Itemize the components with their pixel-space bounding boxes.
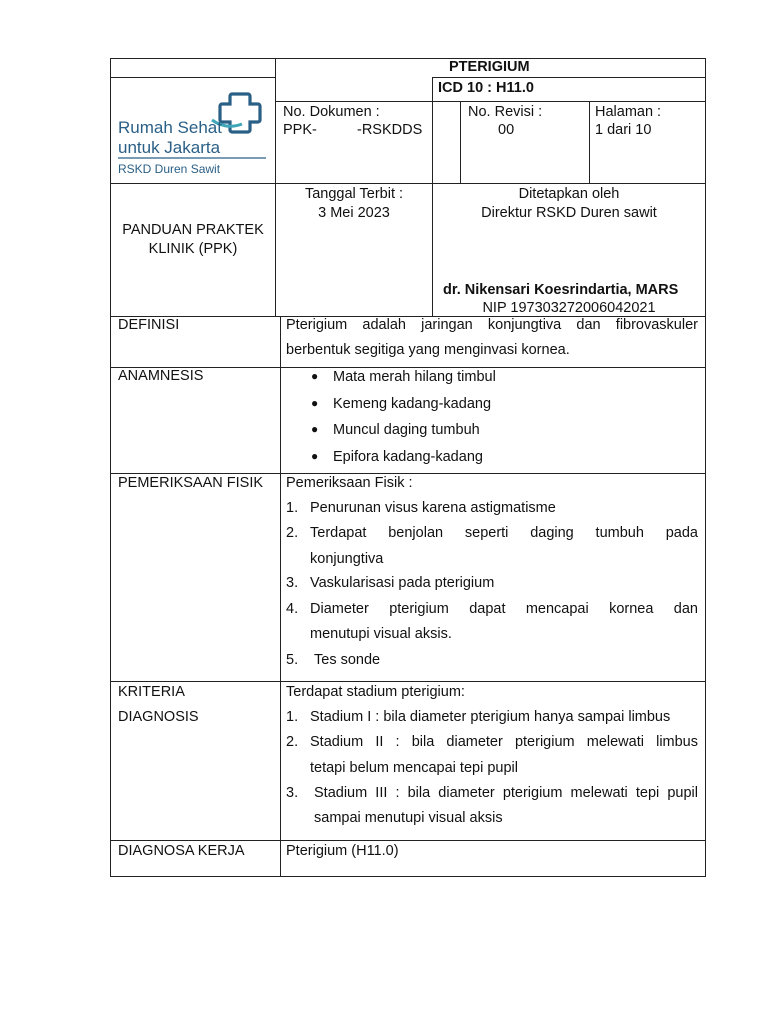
list-number: 1. — [286, 709, 299, 725]
divider — [110, 183, 706, 184]
bullet-icon: ● — [311, 369, 319, 383]
divider — [460, 101, 461, 183]
kriteria-label-2: DIAGNOSIS — [118, 709, 199, 725]
logo-line2: untuk Jakarta — [118, 138, 221, 157]
list-item: Epifora kadang-kadang — [333, 449, 483, 465]
bullet-icon: ● — [311, 396, 319, 410]
anamnesis-label: ANAMNESIS — [118, 368, 204, 384]
divider — [280, 316, 281, 876]
hospital-logo — [116, 88, 272, 180]
divider — [589, 101, 590, 183]
list-number: 1. — [286, 500, 299, 516]
no-dokumen-label: No. Dokumen : — [283, 104, 380, 120]
divider — [110, 840, 706, 841]
list-item: Stadium III : bila diameter pterigium melewati tepi pupil — [314, 785, 698, 801]
divider — [110, 77, 275, 78]
logo-line3: RSKD Duren Sawit — [118, 162, 221, 176]
list-item: Penurunan visus karena astigmatisme — [310, 500, 556, 516]
table-left-border — [110, 58, 111, 876]
list-number: 5. — [286, 652, 299, 668]
definisi-line2: berbentuk segitiga yang menginvasi kornea. — [286, 342, 570, 358]
table-top-border — [110, 58, 706, 59]
pemeriksaan-label: PEMERIKSAAN FISIK — [118, 475, 264, 491]
halaman-label: Halaman : — [595, 104, 662, 120]
list-item: Diameter pterigium dapat mencapai kornea dan — [310, 601, 698, 617]
no-dokumen-suffix: -RSKDDS — [357, 122, 423, 138]
kriteria-label: KRITERIA — [118, 684, 185, 700]
no-dokumen-prefix: PPK- — [283, 122, 317, 138]
list-number: 2. — [286, 525, 299, 541]
table-bottom-border — [110, 876, 706, 877]
tanggal-label: Tanggal Terbit : — [304, 186, 404, 202]
pemeriksaan-intro: Pemeriksaan Fisik : — [286, 475, 413, 491]
definisi-label: DEFINISI — [118, 317, 180, 333]
kriteria-intro: Terdapat stadium pterigium: — [286, 684, 465, 700]
divider — [275, 101, 705, 102]
no-revisi-label: No. Revisi : — [468, 104, 543, 120]
bullet-icon: ● — [311, 422, 319, 436]
list-number: 4. — [286, 601, 299, 617]
icd-code: ICD 10 : H11.0 — [438, 80, 534, 96]
table-right-border — [705, 58, 706, 876]
list-item: Stadium I : bila diameter pterigium hanya sampai limbus — [310, 709, 671, 725]
list-item: Terdapat benjolan seperti daging tumbuh pada — [310, 525, 698, 541]
list-item: Vaskularisasi pada pterigium — [310, 575, 495, 591]
list-item-continuation: menutupi visual aksis. — [310, 626, 452, 642]
divider — [110, 473, 706, 474]
list-item: Muncul daging tumbuh — [333, 422, 480, 438]
list-number: 3. — [286, 785, 299, 801]
list-item-continuation: tetapi belum mencapai tepi pupil — [310, 760, 518, 776]
logo-line1: Rumah Sehat — [118, 118, 222, 137]
document-title: PTERIGIUM — [449, 59, 530, 75]
doc-type-line1: PANDUAN PRAKTEK — [122, 222, 264, 238]
list-item: Tes sonde — [314, 652, 381, 668]
list-item-continuation: konjungtiva — [310, 551, 384, 567]
diagnosa-label: DIAGNOSA KERJA — [118, 843, 245, 859]
halaman-value: 1 dari 10 — [595, 122, 652, 138]
diagnosa-value: Pterigium (H11.0) — [286, 843, 399, 859]
list-item: Kemeng kadang-kadang — [333, 396, 492, 412]
bullet-icon: ● — [311, 449, 319, 463]
list-item: Mata merah hilang timbul — [333, 369, 496, 385]
tanggal-value: 3 Mei 2023 — [318, 205, 390, 221]
signer-nip: NIP 197303272006042021 — [482, 300, 656, 316]
list-item-continuation: sampai menutupi visual aksis — [314, 810, 503, 826]
signer-name: dr. Nikensari Koesrindartia, MARS — [443, 282, 679, 298]
definisi-line1: Pterigium adalah jaringan konjungtiva dan fibrovaskuler — [286, 317, 698, 333]
list-number: 3. — [286, 575, 299, 591]
ditetapkan-label: Ditetapkan oleh — [518, 186, 620, 202]
divider — [110, 681, 706, 682]
ditetapkan-by: Direktur RSKD Duren sawit — [481, 205, 657, 221]
no-revisi-value: 00 — [498, 122, 515, 138]
divider — [432, 77, 705, 78]
list-item: Stadium II : bila diameter pterigium melewati limbus — [310, 734, 698, 750]
list-number: 2. — [286, 734, 299, 750]
doc-type-line2: KLINIK (PPK) — [148, 241, 238, 257]
